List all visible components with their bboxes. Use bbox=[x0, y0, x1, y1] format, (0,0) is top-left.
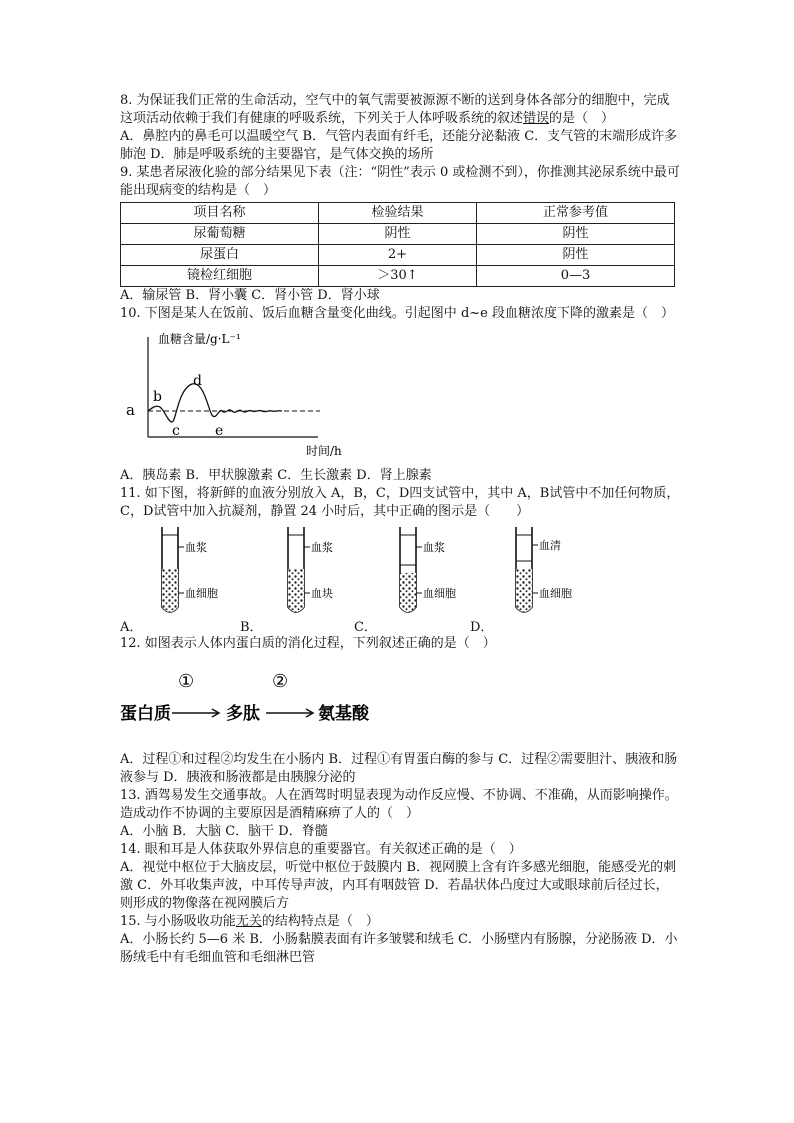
table-cell: ＞30↑ bbox=[319, 266, 477, 287]
tube-d-bottom-label: 血细胞 bbox=[539, 587, 572, 600]
table-cell: 阴性 bbox=[477, 224, 675, 245]
x-axis-label: 时间/h bbox=[306, 444, 342, 457]
tube-b-top-label: 血浆 bbox=[311, 541, 333, 554]
step-2-marker: ② bbox=[272, 671, 289, 692]
question-14-stem: 14. 眼和耳是人体获取外界信息的重要器官。有关叙述正确的是（ ） bbox=[120, 842, 522, 857]
table-cell: 镜检红细胞 bbox=[121, 266, 319, 287]
table-cell: 尿蛋白 bbox=[121, 245, 319, 266]
tube-c-letter: C． bbox=[354, 620, 377, 635]
table-cell: 2+ bbox=[319, 245, 477, 266]
table-row bbox=[121, 224, 675, 245]
table-header-row bbox=[121, 203, 675, 224]
urine-test-table bbox=[120, 202, 675, 287]
term-peptide: 多肽 bbox=[226, 704, 260, 724]
label-a: a bbox=[126, 401, 135, 419]
tube-c-bottom-label: 血细胞 bbox=[423, 587, 456, 600]
table-cell: 阴性 bbox=[319, 224, 477, 245]
glucose-curve bbox=[148, 384, 282, 422]
tube-a-letter: A． bbox=[120, 620, 143, 635]
table-row bbox=[121, 245, 675, 266]
table-cell: 阴性 bbox=[477, 245, 675, 266]
tube-b-bottom-label: 血块 bbox=[311, 587, 333, 600]
tube-d-letter: D． bbox=[470, 620, 494, 635]
table-header-cell: 正常参考值 bbox=[477, 203, 675, 224]
y-axis-label: 血糖含量/g·L⁻¹ bbox=[158, 332, 241, 346]
question-9-options: A．输尿管 B．肾小囊 C．肾小管 D．肾小球 bbox=[120, 288, 380, 303]
tube-c-top-label: 血浆 bbox=[423, 541, 445, 554]
test-tubes-figure bbox=[120, 527, 680, 635]
table-header-cell: 项目名称 bbox=[121, 203, 319, 224]
test-tubes-drawing bbox=[120, 527, 680, 619]
emphasis-unrelated: 无关 bbox=[235, 914, 262, 929]
test-tube-a bbox=[162, 527, 184, 612]
question-10-stem: 10. 下图是某人在饭前、饭后血糖含量变化曲线。引起图中 d~e 段血糖浓度下降的激素是（ ） bbox=[120, 306, 674, 321]
question-14-options: A．视觉中枢位于大脑皮层，听觉中枢位于鼓膜内 B．视网膜上含有许多感光细胞，能感受光的刺激 C．外耳收集声波，中耳传导声波，内耳有咽鼓管 D．若晶状体凸度过大或眼球前后径过长，则形成的物像落在视网膜后方 bbox=[120, 860, 677, 911]
label-b: b bbox=[153, 389, 162, 405]
tube-a-bottom-label: 血细胞 bbox=[185, 587, 218, 600]
tube-b-letter: B． bbox=[240, 620, 263, 635]
question-8-options: A．鼻腔内的鼻毛可以温暖空气 B．气管内表面有纤毛，还能分泌黏液 C．支气管的末端形成许多肺泡 D．肺是呼吸系统的主要器官，是气体交换的场所 bbox=[120, 129, 678, 162]
step-1-marker: ① bbox=[178, 671, 195, 692]
question-8-stem: 8. 为保证我们正常的生命活动，空气中的氧气需要被源源不断的送到身体各部分的细胞中，完成这项活动依赖于我们有健康的呼吸系统，下列关于人体呼吸系统的叙述错误的是（ ） bbox=[120, 93, 670, 126]
question-15-stem: 15. 与小肠吸收功能无关的结构特点是（ ） bbox=[120, 914, 379, 929]
table-cell: 尿葡萄糖 bbox=[121, 224, 319, 245]
test-tube-c bbox=[400, 527, 422, 612]
term-protein: 蛋白质 bbox=[120, 704, 171, 724]
blood-glucose-curve-figure bbox=[120, 329, 360, 457]
table-cell: 0—3 bbox=[477, 266, 675, 287]
question-13-stem: 13. 酒驾易发生交通事故。人在酒驾时明显表现为动作反应慢、不协调、不准确，从而影响操作。造成动作不协调的主要原因是酒精麻痹了人的（ ） bbox=[120, 788, 678, 821]
question-11-stem: 11. 如下图，将新鲜的血液分别放入 A，B，C，D四支试管中，其中 A，B试管中不加任何物质，C，D试管中加入抗凝剂，静置 24 小时后，其中正确的图示是（ ） bbox=[120, 486, 680, 519]
tube-a-top-label: 血浆 bbox=[185, 541, 207, 554]
question-15-options: A．小肠长约 5—6 米 B．小肠黏膜表面有许多皱襞和绒毛 C．小肠壁内有肠腺，分泌肠液 D．小肠绒毛中有毛细血管和毛细淋巴管 bbox=[120, 932, 678, 965]
table-row bbox=[121, 266, 675, 287]
question-10-options: A．胰岛素 B．甲状腺激素 C．生长激素 D．肾上腺素 bbox=[120, 468, 432, 483]
label-c: c bbox=[172, 423, 180, 439]
question-12-stem: 12. 如图表示人体内蛋白质的消化过程，下列叙述正确的是（ ） bbox=[120, 636, 496, 651]
table-header-cell: 检验结果 bbox=[319, 203, 477, 224]
question-12-options: A．过程①和过程②均发生在小肠内 B．过程①有胃蛋白酶的参与 C．过程②需要胆汁、胰液和肠液参与 D．胰液和肠液都是由胰腺分泌的 bbox=[120, 752, 678, 785]
emphasis-wrong: 错误 bbox=[523, 111, 550, 126]
label-d: d bbox=[193, 373, 202, 389]
test-tube-d bbox=[516, 527, 538, 612]
question-9-stem: 9. 某患者尿液化验的部分结果见下表（注：“阴性”表示 0 或检测不到），你推测其泌尿系统中最可能出现病变的结构是（ ） bbox=[120, 165, 680, 198]
term-amino-acid: 氨基酸 bbox=[318, 704, 369, 724]
exam-page bbox=[120, 92, 680, 967]
label-e: e bbox=[215, 423, 224, 439]
question-13-options: A．小脑 B．大脑 C．脑干 D．脊髓 bbox=[120, 824, 328, 839]
test-tube-b bbox=[288, 527, 310, 612]
protein-digestion-figure bbox=[120, 667, 380, 741]
tube-d-top-label: 血清 bbox=[539, 539, 561, 552]
